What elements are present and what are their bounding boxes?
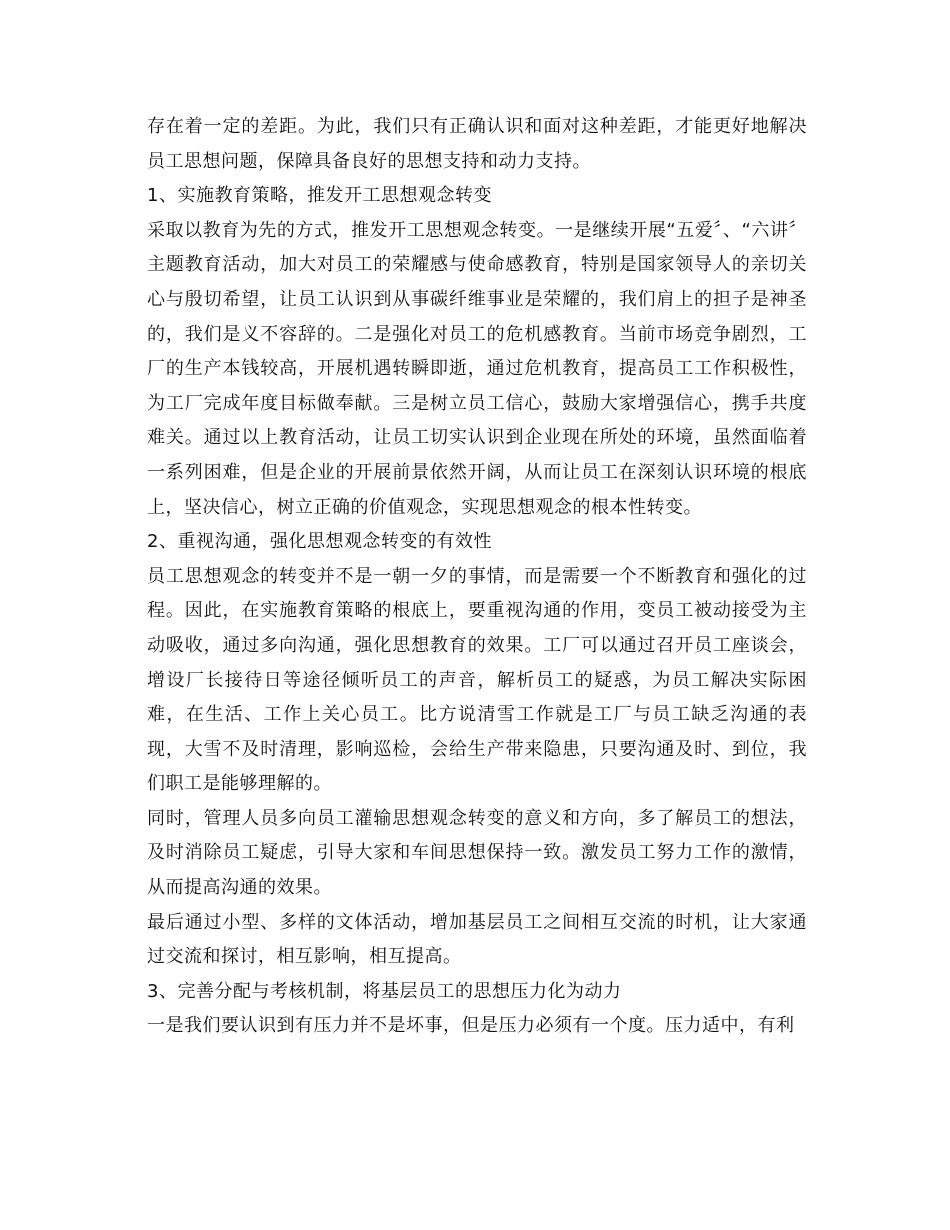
paragraph: 最后通过小型、多样的文体活动，增加基层员工之间相互交流的时机，让大家通过交流和探讨，相互影响，相互提高。 [147,911,807,968]
paragraph: 员工思想观念的转变并不是一朝一夕的事情，而是需要一个不断教育和强化的过程。因此，在实施教育策略的根底上，要重视沟通的作用，变员工被动接受为主动吸收，通过多向沟通，强化思想教育的效果。工厂可以通过召开员工座谈会，增设厂长接待日等途径倾听员工的声音，解析员工的疑惑，为员工解决实际困难，在生活、工作上关心员工。比方说清雪工作就是工厂与员工缺乏沟通的表现，大雪不及时清理，影响巡检，会给生产带来隐患，只要沟通及时、到位，我们职工是能够理解的。 [147,565,807,795]
paragraph: 采取以教育为先的方式，推发开工思想观念转变。一是继续开展“五爱〞、“六讲〞主题教育活动，加大对员工的荣耀感与使命感教育，特别是国家领导人的亲切关心与殷切希望，让员工认识到从事碳纤维事业是荣耀的，我们肩上的担子是神圣的，我们是义不容辞的。二是强化对员工的危机感教育。当前市场竞争剧烈，工厂的生产本钱较高，开展机遇转瞬即逝，通过危机教育，提高员工工作积极性，为工厂完成年度目标做奉献。三是树立员工信心，鼓励大家增强信心，携手共度难关。通过以上教育活动，让员工切实认识到企业现在所处的环境，虽然面临着一系列困难，但是企业的开展前景依然开阔，从而让员工在深刻认识环境的根底上，坚决信心，树立正确的价值观念，实现思想观念的根本性转变。 [147,219,807,518]
section-heading-1: 1、实施教育策略，推发开工思想观念转变 [147,185,492,207]
paragraph: 同时，管理人员多向员工灌输思想观念转变的意义和方向，多了解员工的想法，及时消除员工疑虑，引导大家和车间思想保持一致。激发员工努力工作的激情，从而提高沟通的效果。 [147,807,807,899]
section-heading-3: 3、完善分配与考核机制，将基层员工的思想压力化为动力 [147,980,622,1002]
paragraph: 一是我们要认识到有压力并不是坏事，但是压力必须有一个度。压力适中，有利 [147,1015,795,1037]
document-body [147,110,807,1044]
paragraph: 存在着一定的差距。为此，我们只有正确认识和面对这种差距，才能更好地解决员工思想问题，保障具备良好的思想支持和动力支持。 [147,116,807,172]
section-heading-2: 2、重视沟通，强化思想观念转变的有效性 [147,531,492,553]
